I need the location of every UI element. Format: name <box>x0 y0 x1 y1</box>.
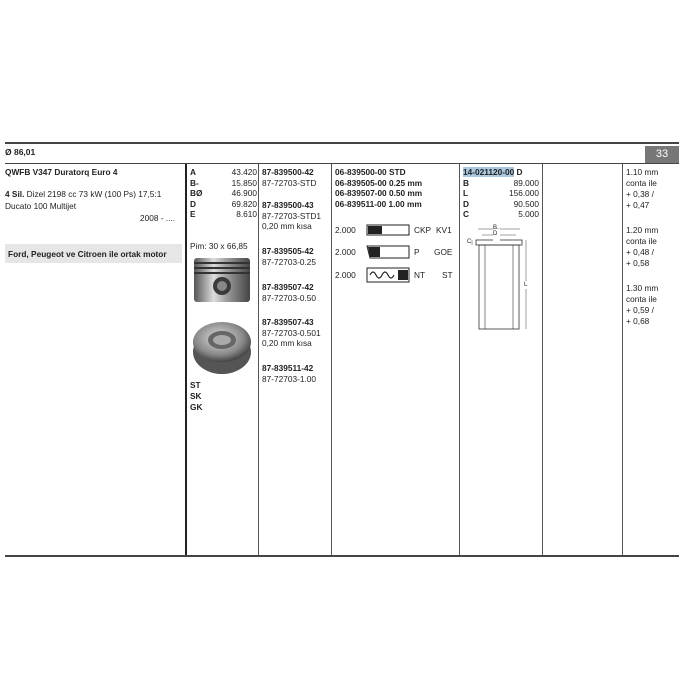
ring-code: ST <box>442 270 453 280</box>
page-number: 33 <box>645 146 679 163</box>
ring-code: KV1 <box>436 225 452 235</box>
ring-code: GOE <box>434 247 453 257</box>
pin-size: Pim: 30 x 66,85 <box>190 241 248 251</box>
piston-type: SK <box>190 391 202 401</box>
ring-type: NT <box>414 270 426 280</box>
gasket-note: conta ile <box>626 294 657 304</box>
piston-alt-code: 87-72703-1.00 <box>262 373 316 384</box>
col-divider-4 <box>459 164 460 555</box>
liner-dim-value: 5.000 <box>518 209 539 219</box>
ring-set-code: 06-839507-00 0.50 mm <box>335 188 423 198</box>
engine-title: QWFB V347 Duratorq Euro 4 <box>5 167 118 177</box>
liner-code-highlight: 14-021120-00 <box>463 167 515 177</box>
gasket-range: + 0,59 / <box>626 305 654 315</box>
col-divider-5 <box>542 164 543 555</box>
ring-set-code: 06-839511-00 1.00 mm <box>335 198 422 209</box>
col-divider-6 <box>622 164 623 555</box>
piston-note: 0,20 mm kısa <box>262 221 312 231</box>
engine-spec <box>5 189 161 199</box>
dim-key: E <box>190 209 196 219</box>
engine-details: Dizel 2198 cc 73 kW (100 Ps) 17,5:1 <box>24 189 162 199</box>
production-years: 2008 - .... <box>140 213 176 223</box>
piston-alt-code: 87-72703-0.25 <box>262 256 316 267</box>
piston-code: 87-839507-43 <box>262 317 314 327</box>
liner-dim-key: L <box>463 188 469 198</box>
piston-code: 87-839511-42 <box>262 363 314 373</box>
gasket-thickness: 1.10 mm <box>626 167 659 177</box>
top-rule <box>5 142 679 144</box>
ring-set-code: 06-839505-00 0.25 mm <box>335 177 423 188</box>
piston-alt-code: 87-72703-STD <box>262 177 317 188</box>
diagram-label-b: B <box>493 225 498 231</box>
liner-code-suffix: D <box>514 167 523 177</box>
piston-note: 0,20 mm kısa <box>262 338 312 348</box>
ring-width: 2.000 <box>335 270 356 280</box>
liner-dim-key: D <box>463 198 469 209</box>
dim-value: 46.900 <box>231 188 257 198</box>
header-rule <box>5 163 679 164</box>
oil-ring-profile-icon <box>366 265 410 285</box>
gasket-note: conta ile <box>626 236 657 246</box>
dim-key: BØ <box>190 188 203 198</box>
ring-set-code: 06-839500-00 STD <box>335 167 406 177</box>
liner-dim-value: 156.000 <box>509 188 539 198</box>
bottom-rule <box>5 555 679 557</box>
gasket-thickness: 1.30 mm <box>626 283 659 293</box>
dim-value: 8.610 <box>236 209 257 219</box>
dim-key: B- <box>190 177 199 188</box>
piston-type: GK <box>190 402 203 412</box>
piston-code: 87-839507-42 <box>262 282 314 292</box>
gasket-range: + 0,38 / <box>626 189 654 199</box>
gasket-range: + 0,58 <box>626 258 650 268</box>
piston-alt-code: 87-72703-STD1 <box>262 210 322 221</box>
piston-code: 87-839500-42 <box>262 167 314 177</box>
piston-code: 87-839505-42 <box>262 246 314 256</box>
piston-code: 87-839500-43 <box>262 200 314 210</box>
ring-type: P <box>414 247 420 257</box>
shared-engine-note: Ford, Peugeot ve Citroen ile ortak motor <box>8 249 167 259</box>
diagram-label-l: L <box>524 282 528 288</box>
ring-type: CKP <box>414 225 432 235</box>
piston-top-image <box>190 316 254 378</box>
gasket-range: + 0,47 <box>626 200 650 210</box>
diagram-label-d: D <box>493 231 498 237</box>
dim-value: 69.820 <box>231 198 257 209</box>
scraper-ring-profile-icon <box>366 243 410 261</box>
liner-code <box>463 167 523 177</box>
piston-alt-code: 87-72703-0.501 <box>262 327 321 338</box>
vehicle-model: Ducato 100 Multijet <box>5 201 77 211</box>
col-divider-1 <box>185 164 187 555</box>
ring-width: 2.000 <box>335 247 356 257</box>
cylinders: 4 Sil. <box>5 189 25 199</box>
col-divider-3 <box>331 164 332 555</box>
liner-dim-key: C <box>463 209 469 219</box>
piston-alt-code: 87-72703-0.50 <box>262 292 316 303</box>
liner-dim-value: 89.000 <box>513 177 539 188</box>
liner-dim-value: 90.500 <box>513 198 539 209</box>
dim-key: A <box>190 167 196 177</box>
cylinder-liner-diagram <box>470 226 540 336</box>
col-divider-2 <box>258 164 259 555</box>
dim-value: 15.850 <box>231 177 257 188</box>
compression-ring-profile-icon <box>366 222 410 238</box>
liner-dim-key: B <box>463 177 469 188</box>
dim-value: 43.420 <box>231 167 257 177</box>
dim-key: D <box>190 198 196 209</box>
gasket-range: + 0,68 <box>626 316 650 326</box>
piston-side-image <box>190 254 254 306</box>
gasket-thickness: 1.20 mm <box>626 225 659 235</box>
piston-type: ST <box>190 380 201 390</box>
bore-diameter: Ø 86,01 <box>5 147 36 157</box>
diagram-label-c: C <box>467 239 472 245</box>
gasket-note: conta ile <box>626 178 657 188</box>
gasket-range: + 0,48 / <box>626 247 654 257</box>
ring-width: 2.000 <box>335 225 356 235</box>
